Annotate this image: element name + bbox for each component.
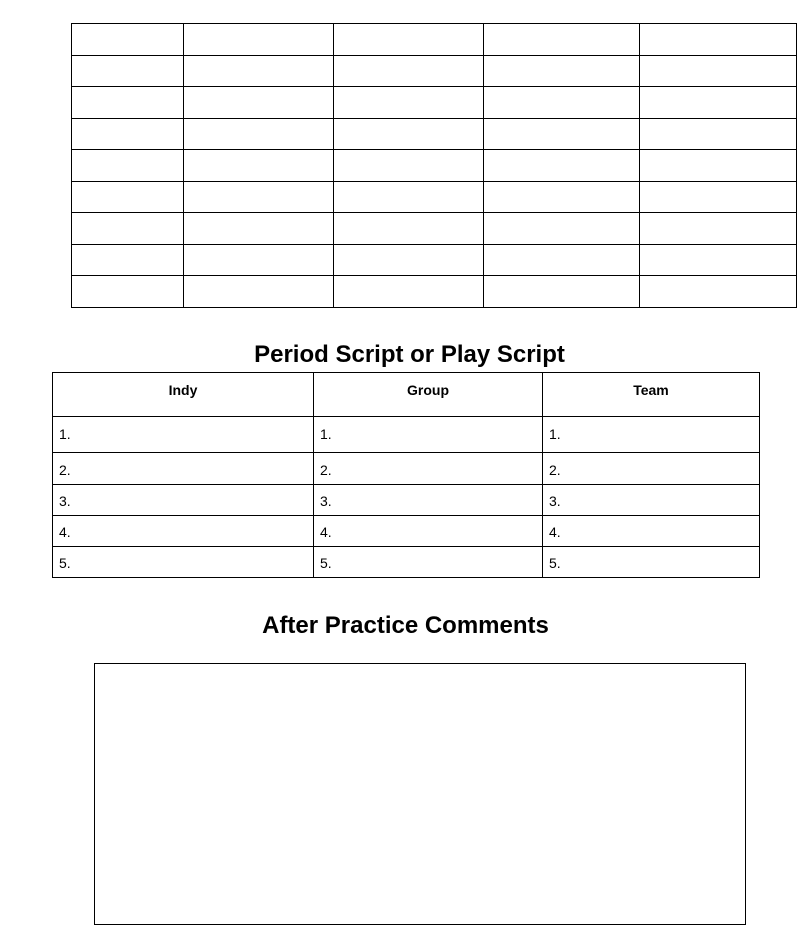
grid-cell[interactable] — [640, 150, 797, 182]
grid-cell[interactable] — [484, 87, 640, 119]
grid-cell[interactable] — [184, 276, 334, 308]
grid-row — [72, 24, 797, 56]
table-row — [53, 417, 760, 453]
grid-cell[interactable] — [184, 55, 334, 87]
team-cell[interactable]: 5. — [543, 547, 760, 578]
grid-cell[interactable] — [484, 118, 640, 150]
grid-cell[interactable] — [72, 213, 184, 245]
grid-cell[interactable] — [184, 118, 334, 150]
grid-cell[interactable] — [72, 87, 184, 119]
grid-cell[interactable] — [484, 244, 640, 276]
grid-cell[interactable] — [334, 118, 484, 150]
grid-cell[interactable] — [72, 55, 184, 87]
grid-cell[interactable] — [72, 244, 184, 276]
grid-cell[interactable] — [72, 24, 184, 56]
comments-box[interactable] — [94, 663, 746, 925]
grid-cell[interactable] — [184, 244, 334, 276]
table-row — [53, 516, 760, 547]
grid-cell[interactable] — [640, 55, 797, 87]
grid-cell[interactable] — [334, 55, 484, 87]
group-cell[interactable]: 1. — [314, 417, 543, 453]
grid-cell[interactable] — [184, 87, 334, 119]
grid-cell[interactable] — [640, 118, 797, 150]
team-cell[interactable]: 1. — [543, 417, 760, 453]
grid-cell[interactable] — [334, 276, 484, 308]
period-script-title: Period Script or Play Script — [254, 341, 565, 368]
group-cell[interactable]: 2. — [314, 453, 543, 485]
table-row — [53, 485, 760, 516]
group-cell[interactable]: 3. — [314, 485, 543, 516]
grid-cell[interactable] — [334, 181, 484, 213]
blank-grid-table — [71, 23, 797, 308]
grid-cell[interactable] — [184, 181, 334, 213]
grid-cell[interactable] — [334, 244, 484, 276]
grid-cell[interactable] — [72, 150, 184, 182]
header-group: Group — [314, 373, 543, 417]
grid-cell[interactable] — [484, 213, 640, 245]
grid-row — [72, 276, 797, 308]
grid-cell[interactable] — [484, 55, 640, 87]
indy-cell[interactable]: 2. — [53, 453, 314, 485]
grid-cell[interactable] — [334, 150, 484, 182]
group-cell[interactable]: 4. — [314, 516, 543, 547]
grid-cell[interactable] — [334, 87, 484, 119]
grid-row — [72, 87, 797, 119]
grid-row — [72, 213, 797, 245]
grid-cell[interactable] — [72, 181, 184, 213]
grid-row — [72, 118, 797, 150]
indy-cell[interactable]: 3. — [53, 485, 314, 516]
grid-row — [72, 55, 797, 87]
grid-cell[interactable] — [334, 24, 484, 56]
indy-cell[interactable]: 1. — [53, 417, 314, 453]
grid-cell[interactable] — [184, 24, 334, 56]
table-row — [53, 547, 760, 578]
team-cell[interactable]: 4. — [543, 516, 760, 547]
table-row — [53, 453, 760, 485]
indy-cell[interactable]: 5. — [53, 547, 314, 578]
grid-cell[interactable] — [640, 213, 797, 245]
grid-cell[interactable] — [640, 276, 797, 308]
grid-row — [72, 150, 797, 182]
grid-cell[interactable] — [640, 181, 797, 213]
grid-cell[interactable] — [72, 118, 184, 150]
grid-cell[interactable] — [72, 276, 184, 308]
header-team: Team — [543, 373, 760, 417]
after-practice-comments-title: After Practice Comments — [262, 612, 549, 639]
grid-row — [72, 181, 797, 213]
grid-cell[interactable] — [484, 181, 640, 213]
grid-cell[interactable] — [640, 87, 797, 119]
group-cell[interactable]: 5. — [314, 547, 543, 578]
grid-cell[interactable] — [484, 150, 640, 182]
team-cell[interactable]: 2. — [543, 453, 760, 485]
grid-cell[interactable] — [640, 24, 797, 56]
grid-cell[interactable] — [640, 244, 797, 276]
grid-cell[interactable] — [184, 150, 334, 182]
grid-row — [72, 244, 797, 276]
indy-cell[interactable]: 4. — [53, 516, 314, 547]
grid-cell[interactable] — [484, 24, 640, 56]
grid-cell[interactable] — [184, 213, 334, 245]
grid-cell[interactable] — [334, 213, 484, 245]
header-indy: Indy — [53, 373, 314, 417]
grid-cell[interactable] — [484, 276, 640, 308]
team-cell[interactable]: 3. — [543, 485, 760, 516]
period-script-table — [52, 372, 760, 578]
